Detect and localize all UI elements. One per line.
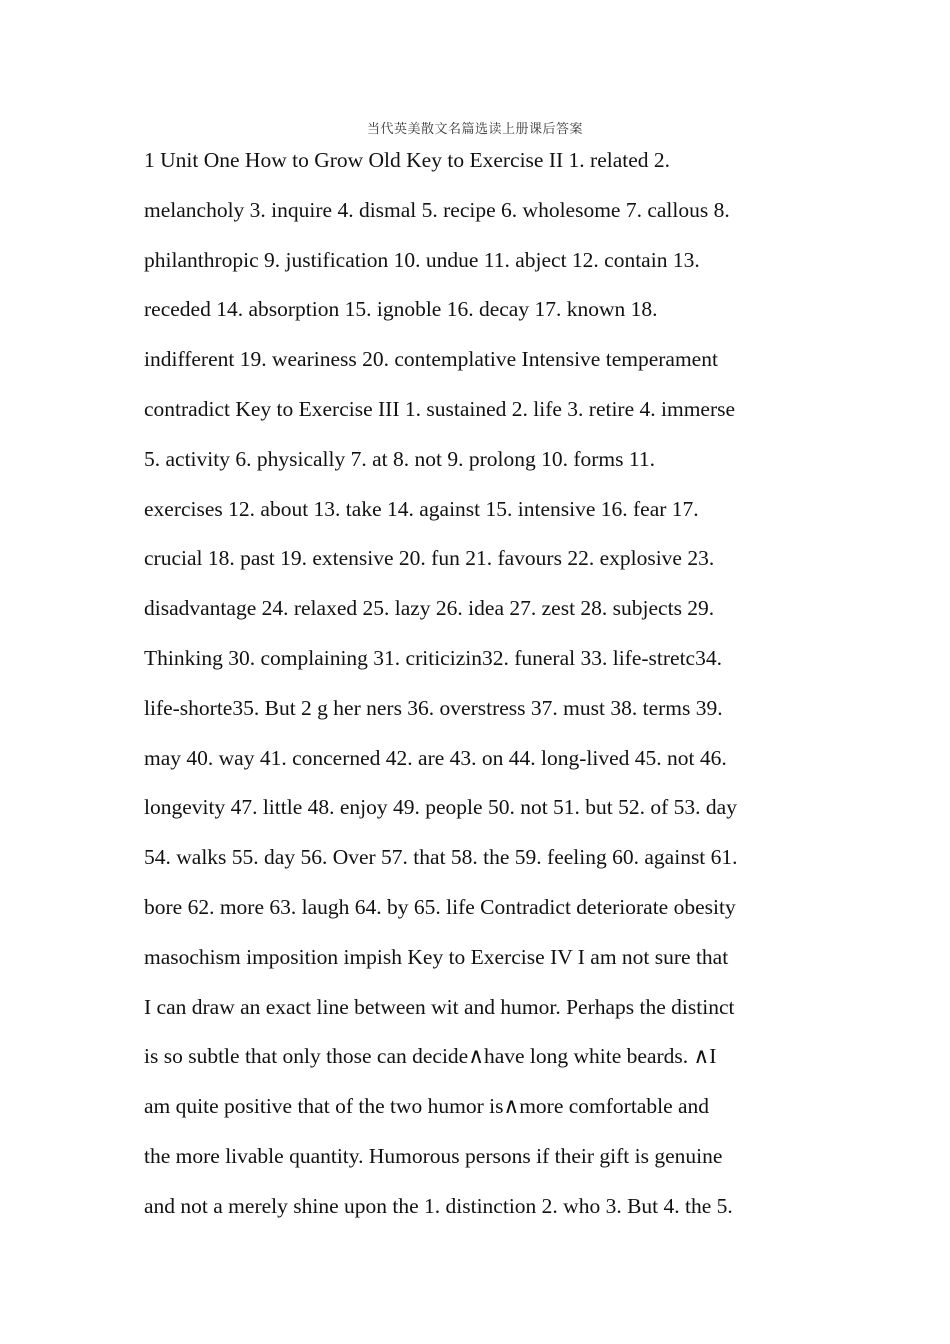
text-line: life-shorte35. But 2 g her ners 36. overstress 37. must 38. terms 39. — [144, 695, 723, 720]
page-header: 当代英美散文名篇选读上册课后答案 — [366, 122, 583, 137]
text-line: bore 62. more 63. laugh 64. by 65. life Contradict deteriorate obesity — [144, 894, 736, 919]
text-line: longevity 47. little 48. enjoy 49. people 50. not 51. but 52. of 53. day — [144, 795, 737, 820]
text-line: I can draw an exact line between wit and humor. Perhaps the distinct — [144, 994, 735, 1019]
body-text — [144, 143, 812, 1239]
text-line: receded 14. absorption 15. ignoble 16. decay 17. known 18. — [144, 297, 658, 322]
text-line: indifferent 19. weariness 20. contemplative Intensive temperament — [144, 347, 718, 372]
text-line: 54. walks 55. day 56. Over 57. that 58. the 59. feeling 60. against 61. — [144, 845, 738, 870]
text-line: 1 Unit One How to Grow Old Key to Exercise II 1. related 2. — [144, 148, 671, 172]
text-line: crucial 18. past 19. extensive 20. fun 21. favours 22. explosive 23. — [144, 546, 715, 571]
text-line: may 40. way 41. concerned 42. are 43. on 44. long-lived 45. not 46. — [144, 745, 727, 770]
text-line: exercises 12. about 13. take 14. against 15. intensive 16. fear 17. — [144, 496, 699, 521]
text-line: disadvantage 24. relaxed 25. lazy 26. idea 27. zest 28. subjects 29. — [144, 596, 715, 621]
text-line: am quite positive that of the two humor is∧more comfortable and — [144, 1094, 710, 1119]
text-line: the more livable quantity. Humorous persons if their gift is genuine — [144, 1143, 723, 1168]
text-line: melancholy 3. inquire 4. dismal 5. recipe 6. wholesome 7. callous 8. — [144, 197, 730, 222]
text-line: philanthropic 9. justification 10. undue 11. abject 12. contain 13. — [144, 247, 700, 272]
text-line: is so subtle that only those can decide∧have long white beards. ∧I — [144, 1044, 717, 1069]
text-line: Thinking 30. complaining 31. criticizin32. funeral 33. life-stretc34. — [144, 645, 722, 670]
text-line: contradict Key to Exercise III 1. sustained 2. life 3. retire 4. immerse — [144, 396, 736, 421]
text-line: and not a merely shine upon the 1. distinction 2. who 3. But 4. the 5. — [144, 1193, 733, 1218]
text-line: masochism imposition impish Key to Exercise IV I am not sure that — [144, 944, 729, 969]
text-line: 5. activity 6. physically 7. at 8. not 9. prolong 10. forms 11. — [144, 446, 655, 471]
